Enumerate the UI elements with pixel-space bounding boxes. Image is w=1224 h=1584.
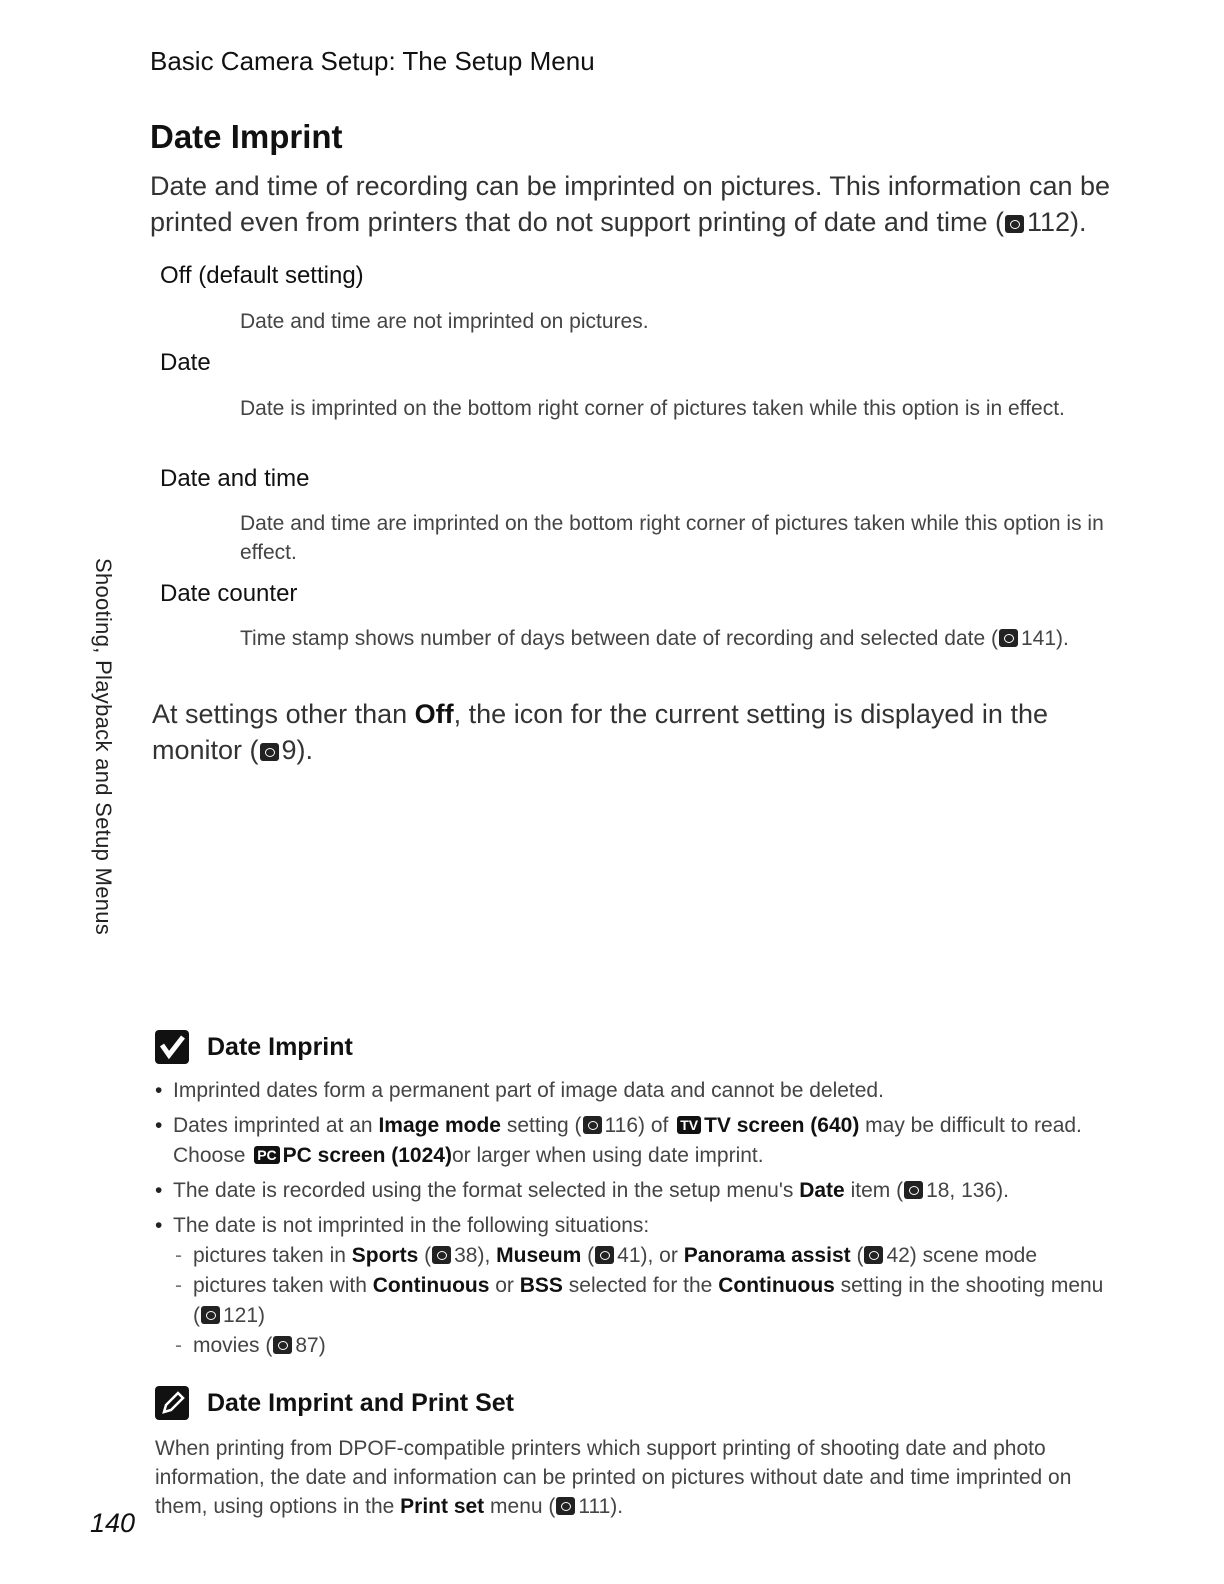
page-reference-icon <box>904 1181 923 1199</box>
section-header: Basic Camera Setup: The Setup Menu <box>150 46 595 76</box>
list-item: • Dates imprinted at an Image mode setting ( 116) of TV TV screen (640) may be difficult to read. Choose PC PC screen (1024)or larger when using date imprint. <box>155 1111 1105 1171</box>
intro-ref: 112). <box>1026 207 1087 237</box>
pc-mode-icon: PC <box>254 1146 279 1164</box>
page-reference-icon <box>273 1336 292 1354</box>
caution-heading: Date Imprint <box>207 1032 353 1061</box>
page-reference-icon <box>432 1246 451 1264</box>
closing-paragraph: At settings other than Off, the icon for the current setting is displayed in the monitor ( 9). <box>152 699 1048 765</box>
pencil-note-icon <box>155 1386 189 1420</box>
page-reference-icon <box>999 629 1018 647</box>
page-reference-icon <box>583 1116 602 1134</box>
sub-list-item: - movies ( 87) <box>155 1331 1105 1361</box>
caution-bullet-list <box>155 1076 1105 1361</box>
page-reference-icon <box>260 743 279 761</box>
page-number: 140 <box>90 1508 136 1538</box>
sub-list-item: - pictures taken in Sports ( 38), Museum ( 41), or Panorama assist ( 42) scene mode <box>155 1241 1105 1271</box>
option-label-off: Off (default setting) <box>160 262 364 289</box>
option-desc-date: Date is imprinted on the bottom right corner of pictures taken while this option is in effect. <box>240 397 1065 420</box>
option-desc-date-counter: Time stamp shows number of days between date of recording and selected date ( 141). <box>240 627 1069 650</box>
sub-list-item: - pictures taken with Continuous or BSS selected for the Continuous setting in the shooting menu ( 121) <box>155 1271 1105 1331</box>
option-label-date: Date <box>160 349 211 376</box>
note-heading-row <box>155 1386 514 1420</box>
list-item: • The date is not imprinted in the following situations: <box>155 1211 1105 1241</box>
intro-text: Date and time of recording can be imprinted on pictures. This information can be printed even from printers that do not support printing of date and time ( <box>150 171 1111 237</box>
caution-heading-row <box>155 1030 353 1064</box>
tv-mode-icon: TV <box>677 1116 701 1134</box>
option-label-date-counter: Date counter <box>160 580 298 607</box>
caution-check-icon <box>155 1030 189 1064</box>
page-reference-icon <box>201 1306 220 1324</box>
option-desc-date-and-time: Date and time are imprinted on the bottom right corner of pictures taken while this option is in effect. <box>240 512 1104 564</box>
option-label-date-and-time: Date and time <box>160 465 310 492</box>
page-reference-icon <box>556 1497 575 1515</box>
intro-paragraph <box>150 168 1140 240</box>
page-reference-icon <box>1005 215 1024 233</box>
list-item: • The date is recorded using the format selected in the setup menu's Date item ( 18, 136). <box>155 1176 1105 1206</box>
page-reference-icon <box>864 1246 883 1264</box>
side-tab-label: Shooting, Playback and Setup Menus <box>91 558 116 936</box>
page-title: Date Imprint <box>150 118 343 155</box>
note-paragraph: When printing from DPOF-compatible printers which support printing of shooting date and photo information, the date and information can be printed on pictures without date and time imprinted on them, using options in the Print set menu ( 111). <box>155 1437 1072 1518</box>
note-heading: Date Imprint and Print Set <box>207 1388 514 1417</box>
list-item: • Imprinted dates form a permanent part of image data and cannot be deleted. <box>155 1076 1105 1106</box>
option-desc-off: Date and time are not imprinted on pictures. <box>240 310 649 333</box>
page-reference-icon <box>595 1246 614 1264</box>
